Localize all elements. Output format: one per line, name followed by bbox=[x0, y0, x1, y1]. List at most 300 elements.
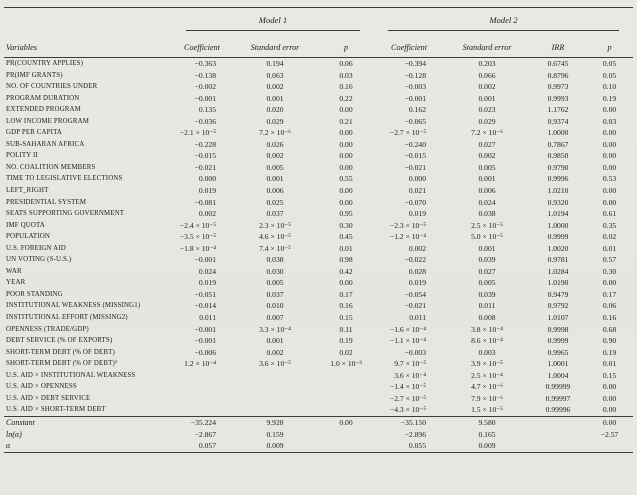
value-cell bbox=[232, 404, 318, 416]
value-cell: 0.19 bbox=[602, 93, 617, 103]
value-cell: −1.1 × 10⁻⁴ bbox=[389, 336, 427, 346]
variable-label: OPENNESS (TRADE/GDP) bbox=[6, 325, 89, 333]
value-cell: 7.9 × 10⁻⁶ bbox=[471, 393, 503, 403]
value-cell bbox=[172, 370, 232, 382]
value-cell: 0.53 bbox=[602, 174, 617, 184]
value-cell: 0.027 bbox=[478, 139, 496, 149]
value-cell: 0.22 bbox=[339, 93, 353, 103]
value-cell: 5.0 × 10⁻⁵ bbox=[471, 232, 503, 242]
value-cell: 0.68 bbox=[602, 324, 617, 334]
value-cell: −0.065 bbox=[404, 116, 427, 126]
column-header-standard-error-m2: Standard error bbox=[444, 31, 530, 58]
column-header-coefficient-m2: Coefficient bbox=[374, 31, 444, 58]
value-cell: 0.15 bbox=[602, 370, 617, 380]
value-cell: 0.05 bbox=[602, 59, 617, 68]
value-cell: 0.16 bbox=[339, 301, 353, 311]
variable-label: INSTITUTIONAL WEAKNESS (MISSING1) bbox=[6, 302, 141, 310]
value-cell: 0.55 bbox=[339, 174, 353, 184]
variable-label: α bbox=[6, 441, 11, 451]
value-cell bbox=[232, 393, 318, 405]
table-row bbox=[4, 324, 633, 336]
table-row bbox=[4, 70, 633, 82]
model2-label: Model 2 bbox=[388, 15, 619, 31]
variable-label: GDP PER CAPITA bbox=[6, 129, 63, 137]
value-cell: −35.224 bbox=[190, 417, 216, 427]
value-cell: −0.128 bbox=[404, 70, 427, 80]
variable-label: POOR STANDING bbox=[6, 290, 63, 298]
variable-label: IMF QUOTA bbox=[6, 221, 45, 229]
value-cell: 0.00 bbox=[339, 197, 353, 207]
value-cell: −0.014 bbox=[194, 301, 216, 311]
table-row bbox=[4, 58, 633, 70]
value-cell: −0.002 bbox=[194, 82, 216, 92]
table-row bbox=[4, 197, 633, 209]
value-cell: 0.028 bbox=[408, 266, 427, 276]
value-cell bbox=[232, 381, 318, 393]
variable-label: Constant bbox=[6, 417, 35, 427]
value-cell: 0.00 bbox=[602, 139, 617, 149]
table-row bbox=[4, 404, 633, 416]
value-cell: 0.00 bbox=[602, 382, 617, 392]
table-row bbox=[4, 381, 633, 393]
value-cell: 3.3 × 10⁻⁴ bbox=[259, 324, 291, 334]
column-header-standard-error-m1: Standard error bbox=[232, 31, 318, 58]
value-cell: 0.00 bbox=[602, 186, 617, 196]
table-body bbox=[4, 58, 633, 417]
value-cell: 0.003 bbox=[478, 347, 496, 357]
value-cell bbox=[530, 440, 586, 452]
value-cell: −2.867 bbox=[194, 429, 216, 439]
value-cell: 0.00 bbox=[602, 405, 617, 415]
value-cell: 0.055 bbox=[408, 441, 427, 451]
table-row bbox=[4, 162, 633, 174]
value-cell: 0.9973 bbox=[547, 82, 569, 92]
value-cell: 1.5 × 10⁻⁵ bbox=[471, 405, 503, 415]
value-cell: 4.6 × 10⁻⁵ bbox=[259, 232, 291, 242]
value-cell: −2.4 × 10⁻⁵ bbox=[179, 220, 216, 230]
value-cell bbox=[318, 429, 374, 441]
value-cell bbox=[530, 429, 586, 441]
table-row bbox=[4, 104, 633, 116]
value-cell: −0.070 bbox=[404, 197, 427, 207]
value-cell: 0.61 bbox=[602, 209, 617, 219]
value-cell: 0.9320 bbox=[547, 197, 569, 207]
value-cell: 0.9850 bbox=[547, 151, 569, 161]
table-row bbox=[4, 150, 633, 162]
value-cell: −1.8 × 10⁻⁴ bbox=[179, 243, 216, 253]
table-row bbox=[4, 231, 633, 243]
variable-label: LOW INCOME PROGRAM bbox=[6, 117, 89, 125]
value-cell: −0.081 bbox=[194, 197, 216, 207]
value-cell: 0.17 bbox=[602, 289, 617, 299]
value-cell: 0.00 bbox=[602, 105, 617, 115]
value-cell: 3.6 × 10⁻⁵ bbox=[259, 359, 291, 369]
value-cell: 0.011 bbox=[409, 313, 427, 323]
variable-label: NO. OF COUNTRIES UNDER bbox=[6, 83, 98, 91]
value-cell: −0.021 bbox=[194, 162, 216, 172]
value-cell: 0.039 bbox=[478, 255, 496, 265]
value-cell: 0.02 bbox=[602, 232, 617, 242]
value-cell: 9.7 × 10⁻⁵ bbox=[394, 359, 427, 369]
value-cell: 0.6745 bbox=[547, 59, 569, 68]
table-row bbox=[4, 243, 633, 255]
model1-label: Model 1 bbox=[186, 15, 360, 31]
value-cell: −0.021 bbox=[404, 162, 427, 172]
value-cell: 0.159 bbox=[266, 429, 284, 439]
value-cell: 0.011 bbox=[478, 301, 496, 311]
value-cell: −0.015 bbox=[194, 151, 216, 161]
value-cell: 0.007 bbox=[266, 313, 284, 323]
value-cell: −1.4 × 10⁻⁵ bbox=[389, 382, 427, 392]
value-cell: 0.009 bbox=[266, 441, 284, 451]
value-cell: 0.9790 bbox=[547, 162, 569, 172]
value-cell: 0.005 bbox=[266, 278, 284, 288]
value-cell: 3.8 × 10⁻⁴ bbox=[471, 324, 503, 334]
value-cell: 1.0 × 10⁻³ bbox=[330, 359, 362, 369]
value-cell: 0.019 bbox=[198, 278, 216, 288]
value-cell: 0.03 bbox=[602, 116, 617, 126]
value-cell: 0.9999 bbox=[547, 232, 569, 242]
value-cell: 1.0000 bbox=[547, 128, 569, 138]
value-cell: 0.00 bbox=[339, 151, 353, 161]
table-row bbox=[4, 139, 633, 151]
value-cell: 0.9965 bbox=[547, 347, 569, 357]
table-row bbox=[4, 116, 633, 128]
value-cell: 0.019 bbox=[408, 209, 427, 219]
value-cell: 0.06 bbox=[602, 301, 617, 311]
variable-label: YEAR bbox=[6, 279, 26, 287]
value-cell: −0.054 bbox=[404, 289, 427, 299]
value-cell: 0.008 bbox=[478, 313, 496, 323]
value-cell: 0.063 bbox=[266, 70, 284, 80]
value-cell: −0.003 bbox=[404, 347, 427, 357]
value-cell: 0.039 bbox=[478, 289, 496, 299]
value-cell: 0.001 bbox=[478, 243, 496, 253]
value-cell: 1.0001 bbox=[547, 359, 569, 369]
value-cell: −0.001 bbox=[194, 93, 216, 103]
value-cell bbox=[318, 393, 374, 405]
value-cell: 9.580 bbox=[478, 417, 496, 427]
value-cell: 0.35 bbox=[602, 220, 617, 230]
value-cell bbox=[318, 381, 374, 393]
value-cell bbox=[318, 404, 374, 416]
value-cell: −2.57 bbox=[600, 429, 619, 439]
variable-label: U.S. AID × INSTITUTIONAL WEAKNESS bbox=[6, 371, 136, 379]
value-cell: −0.001 bbox=[194, 336, 216, 346]
value-cell: −0.003 bbox=[404, 82, 427, 92]
value-cell: 0.9999 bbox=[547, 336, 569, 346]
value-cell: 7.2 × 10⁻⁶ bbox=[471, 128, 503, 138]
value-cell: 0.037 bbox=[266, 289, 284, 299]
value-cell: 0.9792 bbox=[547, 301, 569, 311]
value-cell: 0.019 bbox=[198, 186, 216, 196]
value-cell: 7.4 × 10⁻⁵ bbox=[259, 243, 291, 253]
value-cell: 0.9781 bbox=[547, 255, 569, 265]
value-cell: 4.7 × 10⁻⁶ bbox=[471, 382, 503, 392]
variable-label: SEATS SUPPORTING GOVERNMENT bbox=[6, 210, 125, 218]
value-cell: 1.0210 bbox=[547, 186, 569, 196]
value-cell: −0.001 bbox=[194, 255, 216, 265]
value-cell: 0.8796 bbox=[547, 70, 569, 80]
value-cell: 1.0000 bbox=[547, 220, 569, 230]
model-spanner-row bbox=[4, 8, 633, 32]
value-cell: 0.194 bbox=[266, 59, 284, 68]
value-cell: −0.228 bbox=[194, 139, 216, 149]
table-row bbox=[4, 208, 633, 220]
variable-label: NO. COALITION MEMBERS bbox=[6, 163, 96, 171]
value-cell: 0.01 bbox=[602, 359, 617, 369]
value-cell bbox=[318, 370, 374, 382]
value-cell bbox=[586, 440, 633, 452]
variable-label: LEFT_RIGHT bbox=[6, 187, 49, 195]
value-cell: −0.001 bbox=[404, 93, 427, 103]
value-cell: 0.006 bbox=[266, 186, 284, 196]
value-cell: 0.00 bbox=[339, 105, 353, 115]
table-row bbox=[4, 300, 633, 312]
value-cell: 0.00 bbox=[602, 197, 617, 207]
column-header-p-m2: p bbox=[586, 31, 633, 58]
value-cell: 0.19 bbox=[339, 336, 353, 346]
value-cell: 1.0194 bbox=[547, 209, 569, 219]
value-cell: 0.01 bbox=[602, 243, 617, 253]
variable-label: U.S. AID × DEBT SERVICE bbox=[6, 394, 91, 402]
value-cell: 2.5 × 10⁻⁵ bbox=[471, 220, 503, 230]
value-cell: −2.3 × 10⁻⁵ bbox=[389, 220, 427, 230]
value-cell: 0.90 bbox=[602, 336, 617, 346]
value-cell: −4.3 × 10⁻⁵ bbox=[389, 405, 427, 415]
value-cell: 0.00 bbox=[602, 393, 617, 403]
value-cell: 0.029 bbox=[266, 116, 284, 126]
table-row bbox=[4, 440, 633, 452]
variable-label: INSTITUTIONAL EFFORT (MISSING2) bbox=[6, 314, 128, 322]
value-cell: 1.0107 bbox=[547, 313, 569, 323]
regression-table bbox=[4, 7, 633, 453]
variable-label: U.S. AID × SHORT-TERM DEBT bbox=[6, 406, 106, 414]
value-cell: 0.9374 bbox=[547, 116, 569, 126]
value-cell: 0.135 bbox=[198, 105, 216, 115]
value-cell: 0.002 bbox=[478, 82, 496, 92]
variable-label: WAR bbox=[6, 267, 22, 275]
value-cell: 0.000 bbox=[408, 174, 427, 184]
value-cell: 0.00 bbox=[339, 278, 353, 288]
value-cell: 0.9996 bbox=[547, 174, 569, 184]
value-cell: 1.2 × 10⁻⁴ bbox=[184, 359, 216, 369]
column-header-variables: Variables bbox=[4, 31, 172, 58]
table-row bbox=[4, 173, 633, 185]
value-cell: 0.11 bbox=[339, 324, 353, 334]
value-cell: 0.98 bbox=[339, 255, 353, 265]
value-cell: 2.3 × 10⁻⁵ bbox=[259, 220, 291, 230]
value-cell: 0.203 bbox=[478, 59, 496, 68]
value-cell: 0.7867 bbox=[547, 139, 569, 149]
value-cell: 0.011 bbox=[199, 313, 216, 323]
variable-label: UN VOTING (S-U.S.) bbox=[6, 256, 72, 264]
value-cell: 0.019 bbox=[408, 278, 427, 288]
value-cell: 0.99997 bbox=[545, 393, 571, 403]
value-cell: 0.030 bbox=[266, 266, 284, 276]
column-header-row bbox=[4, 31, 633, 58]
value-cell: −2.896 bbox=[404, 429, 427, 439]
value-cell: 0.023 bbox=[478, 105, 496, 115]
column-header-p-m1: p bbox=[318, 31, 374, 58]
value-cell bbox=[318, 440, 374, 452]
table-row bbox=[4, 81, 633, 93]
value-cell: 0.005 bbox=[478, 278, 496, 288]
table-row bbox=[4, 266, 633, 278]
value-cell: 0.002 bbox=[478, 151, 496, 161]
value-cell: 0.00 bbox=[339, 139, 353, 149]
value-cell: 0.00 bbox=[339, 186, 353, 196]
value-cell: 0.002 bbox=[266, 151, 284, 161]
value-cell: 0.00 bbox=[602, 162, 617, 172]
value-cell bbox=[172, 393, 232, 405]
value-cell: 0.020 bbox=[266, 105, 284, 115]
variable-label: PROGRAM DURATION bbox=[6, 94, 80, 102]
value-cell: 0.066 bbox=[478, 70, 496, 80]
table-row bbox=[4, 429, 633, 441]
value-cell bbox=[232, 370, 318, 382]
value-cell: 0.19 bbox=[602, 347, 617, 357]
value-cell: 0.165 bbox=[478, 429, 496, 439]
value-cell: 0.027 bbox=[478, 266, 496, 276]
value-cell: 0.00 bbox=[602, 128, 617, 138]
value-cell: 0.021 bbox=[408, 186, 427, 196]
value-cell: −0.363 bbox=[194, 59, 216, 68]
value-cell: −35.150 bbox=[400, 417, 427, 427]
value-cell: 0.038 bbox=[266, 255, 284, 265]
value-cell: −0.006 bbox=[194, 347, 216, 357]
value-cell: 0.006 bbox=[478, 186, 496, 196]
variable-label: ln(α) bbox=[6, 429, 22, 439]
value-cell: 0.45 bbox=[339, 232, 353, 242]
value-cell: 0.037 bbox=[266, 209, 284, 219]
variable-label: U.S. AID × OPENNESS bbox=[6, 383, 77, 391]
value-cell: −3.5 × 10⁻⁵ bbox=[179, 232, 216, 242]
variable-label: SHORT-TERM DEBT (% OF DEBT)² bbox=[6, 360, 118, 368]
value-cell: 0.99999 bbox=[545, 382, 571, 392]
value-cell: −0.051 bbox=[194, 289, 216, 299]
value-cell: −0.394 bbox=[404, 59, 427, 68]
column-header-coefficient-m1: Coefficient bbox=[172, 31, 232, 58]
value-cell: 0.9479 bbox=[547, 289, 569, 299]
value-cell: 0.15 bbox=[339, 313, 353, 323]
value-cell: 0.42 bbox=[339, 266, 353, 276]
value-cell: 0.162 bbox=[408, 105, 427, 115]
value-cell: −0.021 bbox=[404, 301, 427, 311]
value-cell: 9.928 bbox=[266, 417, 284, 427]
table-row bbox=[4, 93, 633, 105]
value-cell: 2.5 × 10⁻⁴ bbox=[471, 370, 503, 380]
model2-spanner bbox=[374, 8, 633, 32]
value-cell: 0.005 bbox=[478, 162, 496, 172]
table-row bbox=[4, 277, 633, 289]
table-row bbox=[4, 220, 633, 232]
value-cell: 8.6 × 10⁻⁴ bbox=[471, 336, 503, 346]
value-cell: 0.99996 bbox=[545, 405, 571, 415]
value-cell: 0.001 bbox=[266, 336, 284, 346]
table-row bbox=[4, 335, 633, 347]
value-cell: 7.2 × 10⁻⁶ bbox=[259, 128, 291, 138]
value-cell: 1.0284 bbox=[547, 266, 569, 276]
spanner-spacer bbox=[4, 8, 172, 32]
value-cell bbox=[530, 416, 586, 428]
value-cell: 0.57 bbox=[602, 255, 617, 265]
table-row bbox=[4, 416, 633, 428]
table-row bbox=[4, 358, 633, 370]
value-cell: 0.10 bbox=[602, 82, 617, 92]
value-cell: 0.038 bbox=[478, 209, 496, 219]
table-row bbox=[4, 254, 633, 266]
table-row bbox=[4, 312, 633, 324]
value-cell: −0.036 bbox=[194, 116, 216, 126]
value-cell: 0.21 bbox=[339, 116, 353, 126]
value-cell: 0.00 bbox=[339, 417, 353, 427]
value-cell: 0.06 bbox=[339, 59, 353, 68]
value-cell: 0.00 bbox=[339, 128, 353, 138]
value-cell: −0.138 bbox=[194, 70, 216, 80]
value-cell: 0.16 bbox=[602, 313, 617, 323]
value-cell bbox=[172, 381, 232, 393]
value-cell: −2.1 × 10⁻⁵ bbox=[179, 128, 216, 138]
value-cell: 0.000 bbox=[198, 174, 216, 184]
model1-spanner bbox=[172, 8, 374, 32]
value-cell: −0.022 bbox=[404, 255, 427, 265]
value-cell: 3.6 × 10⁻⁴ bbox=[394, 370, 427, 380]
value-cell: 0.025 bbox=[266, 197, 284, 207]
value-cell: −1.6 × 10⁻⁴ bbox=[389, 324, 427, 334]
variable-label: TIME TO LEGISLATIVE ELECTIONS bbox=[6, 175, 123, 183]
value-cell: 0.16 bbox=[339, 82, 353, 92]
value-cell: −0.015 bbox=[404, 151, 427, 161]
variable-label: DEBT SERVICE (% OF EXPORTS) bbox=[6, 337, 113, 345]
variable-label: U.S. FOREIGN AID bbox=[6, 244, 66, 252]
value-cell: 0.029 bbox=[478, 116, 496, 126]
value-cell: 0.05 bbox=[602, 70, 617, 80]
value-cell: 0.002 bbox=[266, 347, 284, 357]
value-cell: 3.9 × 10⁻⁵ bbox=[471, 359, 503, 369]
value-cell: 0.002 bbox=[198, 209, 216, 219]
value-cell: 0.9993 bbox=[547, 93, 569, 103]
variable-label: SUB-SAHARAN AFRICA bbox=[6, 140, 85, 148]
value-cell: 0.001 bbox=[478, 93, 496, 103]
value-cell: 0.002 bbox=[266, 82, 284, 92]
value-cell: 0.001 bbox=[266, 93, 284, 103]
value-cell: 0.002 bbox=[408, 243, 427, 253]
variable-label: PR(IMF GRANTS) bbox=[6, 71, 63, 79]
value-cell: 0.00 bbox=[602, 278, 617, 288]
value-cell: 1.0190 bbox=[547, 278, 569, 288]
value-cell: 0.001 bbox=[266, 174, 284, 184]
value-cell bbox=[172, 404, 232, 416]
value-cell: 0.024 bbox=[478, 197, 496, 207]
value-cell: 0.024 bbox=[198, 266, 216, 276]
value-cell: 0.057 bbox=[198, 441, 216, 451]
table-row bbox=[4, 289, 633, 301]
value-cell: −2.7 × 10⁻⁵ bbox=[389, 128, 427, 138]
value-cell: 0.026 bbox=[266, 139, 284, 149]
value-cell: 0.00 bbox=[339, 162, 353, 172]
value-cell: 0.010 bbox=[266, 301, 284, 311]
table-row bbox=[4, 185, 633, 197]
value-cell: 1.1762 bbox=[547, 105, 569, 115]
variable-label: POPULATION bbox=[6, 233, 50, 241]
variable-label: SHORT-TERM DEBT (% OF DEBT) bbox=[6, 348, 115, 356]
variable-label: PR(COUNTRY APPLIES) bbox=[6, 60, 84, 67]
value-cell: −0.001 bbox=[194, 324, 216, 334]
table-row bbox=[4, 347, 633, 359]
table-row bbox=[4, 393, 633, 405]
table-footer bbox=[4, 416, 633, 452]
